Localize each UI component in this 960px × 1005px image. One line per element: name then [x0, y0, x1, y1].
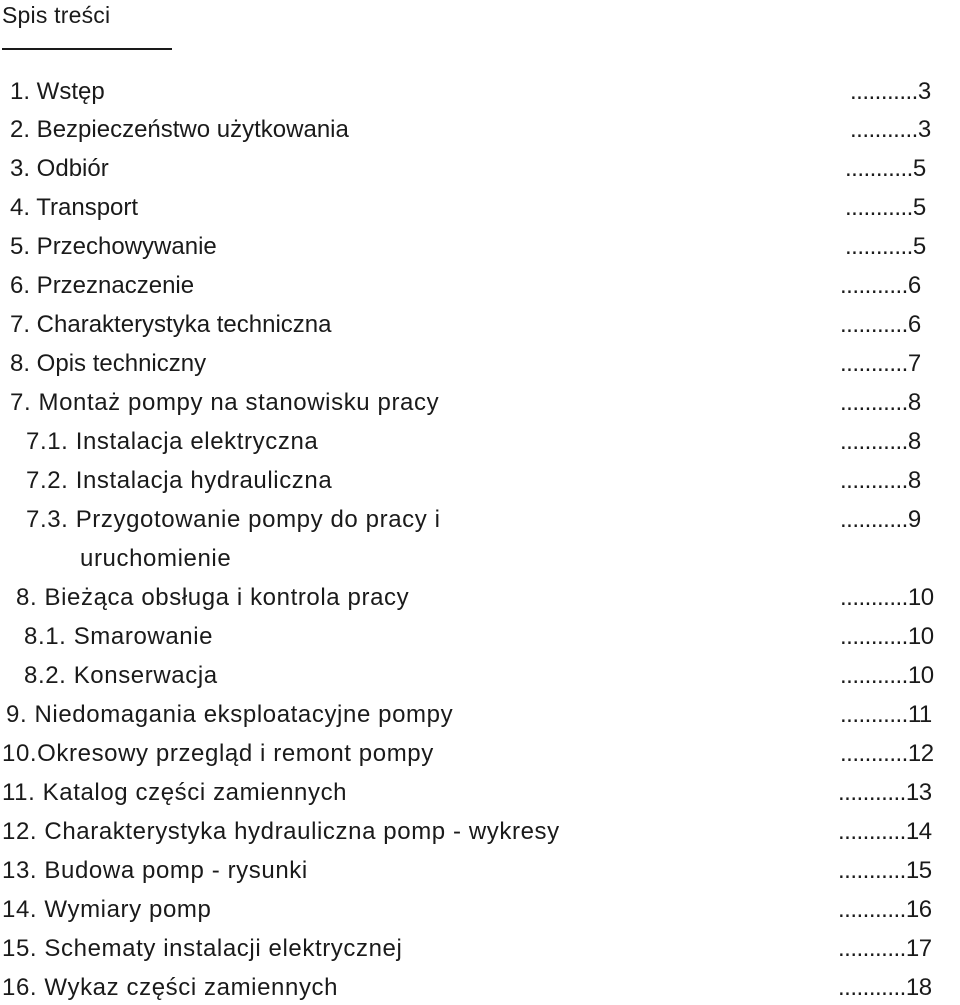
toc-entry-label: 7.3. Przygotowanie pompy do pracy i	[26, 506, 441, 533]
toc-entry	[0, 464, 960, 498]
toc-entry-label: 2. Bezpieczeństwo użytkowania	[10, 116, 349, 143]
toc-entry-page: ...........6	[840, 272, 921, 299]
toc-entry-page: ...........18	[838, 974, 932, 1001]
toc-entry-page: ...........10	[840, 623, 934, 650]
toc-entry	[0, 152, 960, 186]
toc-entry	[0, 503, 960, 537]
toc-entry-label: 7.2. Instalacja hydrauliczna	[26, 467, 333, 494]
toc-entry-label: 5. Przechowywanie	[10, 233, 217, 260]
toc-entry	[0, 815, 960, 849]
toc-entry-label: 8.1. Smarowanie	[24, 623, 214, 650]
toc-entry-page: ...........8	[840, 428, 921, 455]
toc-entry-label: 6. Przeznaczenie	[10, 272, 195, 299]
toc-entry	[0, 191, 960, 225]
toc-entry-page: ...........5	[845, 155, 926, 182]
toc-entry-page: ...........8	[840, 467, 921, 494]
toc-entry-page: ...........9	[840, 506, 921, 533]
toc-entry	[0, 425, 960, 459]
toc-entry	[0, 347, 960, 381]
toc-entry	[0, 386, 960, 420]
toc-entry-label: 11. Katalog części zamiennych	[2, 779, 348, 806]
toc-entry-page: ...........13	[838, 779, 932, 806]
toc-entry	[0, 308, 960, 342]
page-title: Spis treści	[2, 2, 111, 28]
toc-entry-label-continuation: uruchomienie	[80, 545, 232, 572]
toc-entry-label: 13. Budowa pomp - rysunki	[2, 857, 308, 884]
toc-entry	[0, 659, 960, 693]
toc-entry-label: 7.1. Instalacja elektryczna	[26, 428, 319, 455]
toc-entry	[0, 269, 960, 303]
toc-entry-page: ...........7	[840, 350, 921, 377]
toc-entry-label: 8. Opis techniczny	[10, 350, 207, 377]
toc-entry	[0, 230, 960, 264]
toc-entry-label: 1. Wstęp	[10, 78, 105, 105]
toc-entry-page: ...........5	[845, 194, 926, 221]
toc-entry-page: ...........6	[840, 311, 921, 338]
toc-entry	[0, 971, 960, 1005]
toc-entry-label: 9. Niedomagania eksploatacyjne pompy	[6, 701, 454, 728]
toc-entry-page: ...........12	[840, 740, 934, 767]
toc-entry-label: 4. Transport	[10, 194, 139, 221]
toc-entry-page: ...........3	[850, 78, 931, 105]
toc-entry	[0, 698, 960, 732]
toc-entry	[0, 620, 960, 654]
toc-entry-label: 15. Schematy instalacji elektrycznej	[2, 935, 403, 962]
toc-entry	[0, 776, 960, 810]
toc-entry-label: 8. Bieżąca obsługa i kontrola pracy	[16, 584, 410, 611]
toc-entry-page: ...........10	[840, 584, 934, 611]
toc-entry-page: ...........10	[840, 662, 934, 689]
toc-entry	[0, 737, 960, 771]
toc-entry-label: 10.Okresowy przegląd i remont pompy	[2, 740, 434, 767]
toc-entry	[0, 932, 960, 966]
toc-entry-label: 16. Wykaz części zamiennych	[2, 974, 339, 1001]
toc-entry-label: 12. Charakterystyka hydrauliczna pomp - wykresy	[2, 818, 560, 845]
toc-entry-page: ...........17	[838, 935, 932, 962]
toc-entry-label: 7. Montaż pompy na stanowisku pracy	[10, 389, 440, 416]
toc-entry-page: ...........11	[840, 701, 932, 728]
toc-entry-label: 8.2. Konserwacja	[24, 662, 218, 689]
toc-entry-page: ...........5	[845, 233, 926, 260]
toc-entry-page: ...........14	[838, 818, 932, 845]
toc-entry-page: ...........15	[838, 857, 932, 884]
toc-entry-page: ...........3	[850, 116, 931, 143]
toc-entry	[0, 581, 960, 615]
toc-entry	[0, 893, 960, 927]
toc-entry	[0, 113, 960, 147]
toc-entry-label: 14. Wymiary pomp	[2, 896, 212, 923]
toc-entry	[0, 75, 960, 109]
toc-entry	[0, 854, 960, 888]
toc-entry-page: ...........8	[840, 389, 921, 416]
toc-entry-label: 7. Charakterystyka techniczna	[10, 311, 332, 338]
toc-entry-page: ...........16	[838, 896, 932, 923]
toc-entry-label: 3. Odbiór	[10, 155, 109, 182]
